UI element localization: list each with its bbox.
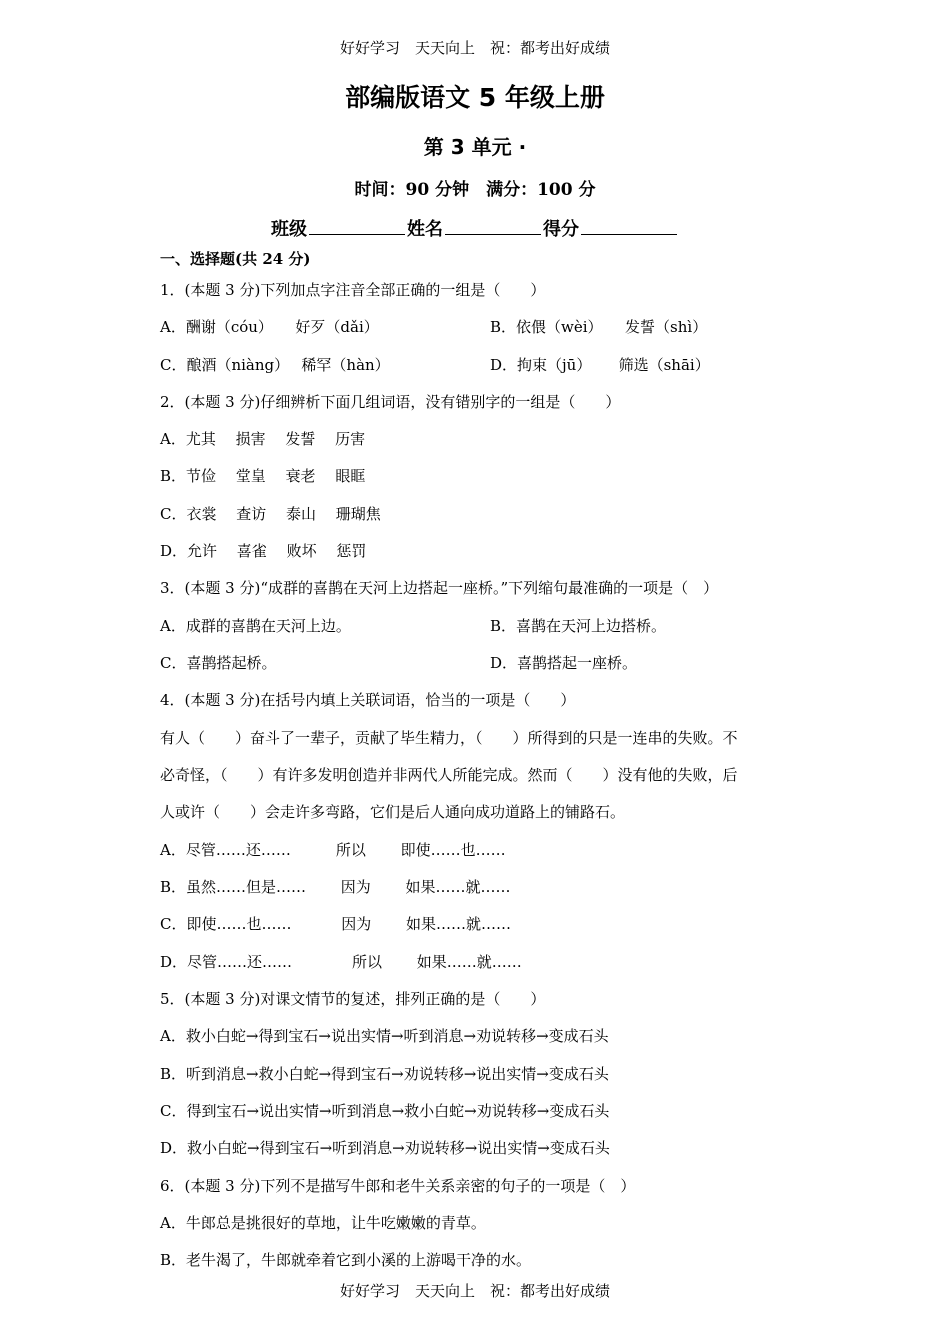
- question-4-option-c[interactable]: C．即使……也…… 因为 如果……就……: [160, 915, 512, 933]
- question-2-option-d[interactable]: D．允许 喜雀 败坏 惩罚: [160, 542, 367, 560]
- score-label: 得分: [543, 219, 579, 240]
- question-5-option-d[interactable]: D．救小白蛇→得到宝石→听到消息→劝说转移→说出实情→变成石头: [160, 1139, 610, 1157]
- question-1-option-c[interactable]: C．酿酒（niàng） 稀罕（hàn）: [160, 356, 390, 374]
- unit-heading: 第 3 单元 ·: [423, 135, 527, 159]
- class-blank[interactable]: [309, 216, 405, 235]
- question-6-stem: 6．(本题 3 分)下列不是描写牛郎和老牛关系亲密的句子的一项是（ ）: [160, 1177, 636, 1195]
- question-1-stem: 1．(本题 3 分)下列加点字注音全部正确的一组是（ ）: [160, 281, 546, 299]
- question-1-option-a[interactable]: A．酬谢（cóu） 好歹（dǎi）: [160, 318, 379, 336]
- score-blank[interactable]: [581, 216, 677, 235]
- name-blank[interactable]: [445, 216, 541, 235]
- student-info-line: [0, 216, 950, 242]
- question-1-row-2: [160, 355, 860, 375]
- page-title: 部编版语文 5 年级上册: [345, 83, 605, 112]
- question-3-stem: 3．(本题 3 分)“成群的喜鹊在天河上边搭起一座桥。”下列缩句最准确的一项是（ ）: [160, 579, 719, 597]
- question-3-row-2: [160, 653, 860, 673]
- time-score-line: 时间：90 分钟 满分：100 分: [354, 180, 596, 200]
- question-2-stem: 2．(本题 3 分)仔细辨析下面几组词语，没有错别字的一组是（ ）: [160, 393, 621, 411]
- question-4-passage-line-3: 人或许（ ）会走许多弯路，它们是后人通向成功道路上的铺路石。: [160, 803, 626, 821]
- section-heading: 一、选择题(共 24 分): [160, 250, 311, 268]
- page-header: 好好学习 天天向上 祝：都考出好成绩: [339, 39, 610, 57]
- page-footer: 好好学习 天天向上 祝：都考出好成绩: [339, 1282, 610, 1300]
- question-1-option-b[interactable]: B．依偎（wèi） 发誓（shì）: [490, 318, 708, 336]
- question-5-option-a[interactable]: A．救小白蛇→得到宝石→说出实情→听到消息→劝说转移→变成石头: [160, 1027, 609, 1045]
- question-2-option-c[interactable]: C．衣裳 查访 泰山 珊瑚焦: [160, 505, 381, 523]
- question-3-option-c[interactable]: C．喜鹊搭起桥。: [160, 654, 277, 672]
- question-1-option-d[interactable]: D．拘束（jū） 筛选（shāi）: [490, 356, 710, 374]
- question-2-option-b[interactable]: B．节俭 堂皇 衰老 眼眶: [160, 467, 366, 485]
- question-4-option-b[interactable]: B．虽然……但是…… 因为 如果……就……: [160, 878, 511, 896]
- question-6-option-a[interactable]: A．牛郎总是挑很好的草地，让牛吃嫩嫩的青草。: [160, 1214, 486, 1232]
- question-3-option-d[interactable]: D．喜鹊搭起一座桥。: [490, 654, 638, 672]
- question-1-row-1: [160, 317, 860, 337]
- question-4-option-d[interactable]: D．尽管……还…… 所以 如果……就……: [160, 953, 522, 971]
- question-6-option-b[interactable]: B．老牛渴了，牛郎就牵着它到小溪的上游喝干净的水。: [160, 1251, 532, 1269]
- question-5-option-b[interactable]: B．听到消息→救小白蛇→得到宝石→劝说转移→说出实情→变成石头: [160, 1065, 609, 1083]
- question-3-option-b[interactable]: B．喜鹊在天河上边搭桥。: [490, 617, 667, 635]
- question-3-option-a[interactable]: A．成群的喜鹊在天河上边。: [160, 617, 351, 635]
- question-4-passage-line-2: 必奇怪，（ ）有许多发明创造并非两代人所能完成。然而（ ）没有他的失败，后: [160, 766, 738, 784]
- question-4-option-a[interactable]: A．尽管……还…… 所以 即使……也……: [160, 841, 506, 859]
- question-3-row-1: [160, 616, 860, 636]
- question-4-passage-line-1: 有人（ ）奋斗了一辈子，贡献了毕生精力，（ ）所得到的只是一连串的失败。不: [160, 729, 738, 747]
- name-label: 姓名: [407, 219, 443, 240]
- question-5-stem: 5．(本题 3 分)对课文情节的复述，排列正确的是（ ）: [160, 990, 546, 1008]
- question-5-option-c[interactable]: C．得到宝石→说出实情→听到消息→救小白蛇→劝说转移→变成石头: [160, 1102, 610, 1120]
- question-4-stem: 4．(本题 3 分)在括号内填上关联词语，恰当的一项是（ ）: [160, 691, 576, 709]
- question-2-option-a[interactable]: A．尤其 损害 发誓 历害: [160, 430, 366, 448]
- class-label: 班级: [271, 219, 307, 240]
